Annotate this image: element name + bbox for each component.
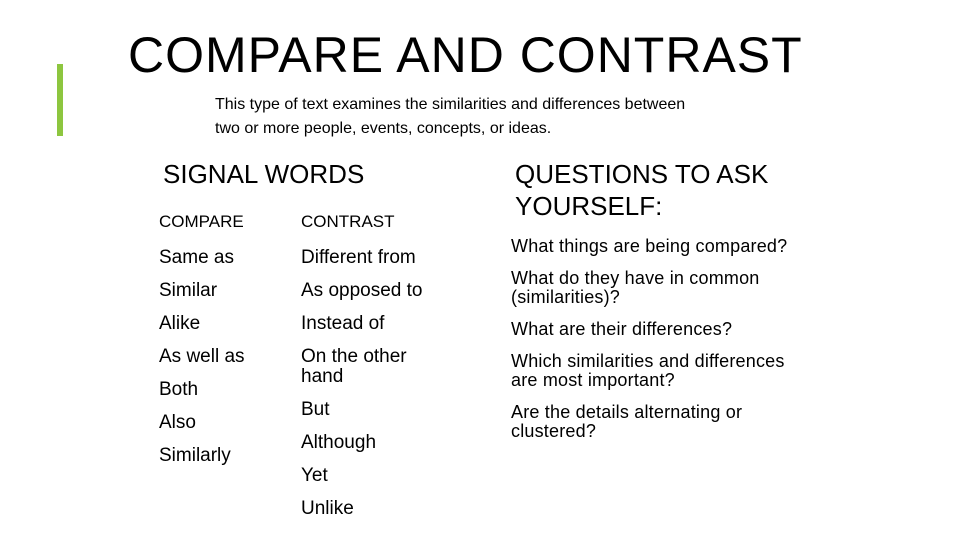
questions-list — [511, 213, 811, 454]
compare-item: Similarly — [159, 445, 231, 466]
compare-item: As well as — [159, 346, 245, 367]
question-item: Are the details alternating or clustered? — [511, 402, 743, 441]
contrast-item: Yet — [301, 465, 328, 486]
compare-item: Both — [159, 379, 199, 400]
contrast-item: Instead of — [301, 313, 385, 334]
contrast-column — [301, 211, 431, 532]
compare-header: COMPARE — [159, 212, 244, 231]
contrast-header: CONTRAST — [301, 212, 395, 231]
slide-subtitle: This type of text examines the similarities and differences between two or more people, events, concepts, or ideas. — [215, 96, 686, 137]
contrast-item: On the other hand — [301, 346, 407, 387]
contrast-item: Unlike — [301, 498, 354, 519]
questions-heading: QUESTIONS TO ASK YOURSELF: — [515, 159, 769, 221]
contrast-item: Different from — [301, 247, 416, 268]
contrast-item: Although — [301, 432, 377, 453]
slide-title: COMPARE AND CONTRAST — [128, 27, 803, 83]
question-item: What are their differences? — [511, 319, 733, 339]
question-item: What do they have in common (similarities)? — [511, 268, 760, 307]
compare-item: Similar — [159, 280, 218, 301]
compare-item: Also — [159, 412, 196, 433]
contrast-item: But — [301, 399, 330, 420]
accent-bar — [57, 64, 63, 136]
question-item: What things are being compared? — [511, 236, 788, 256]
compare-item: Same as — [159, 247, 234, 268]
compare-item: Alike — [159, 313, 201, 334]
signal-words-heading: SIGNAL WORDS — [163, 159, 365, 189]
compare-column — [159, 211, 289, 479]
question-item: Which similarities and differences are most important? — [511, 351, 785, 390]
contrast-item: As opposed to — [301, 280, 423, 301]
